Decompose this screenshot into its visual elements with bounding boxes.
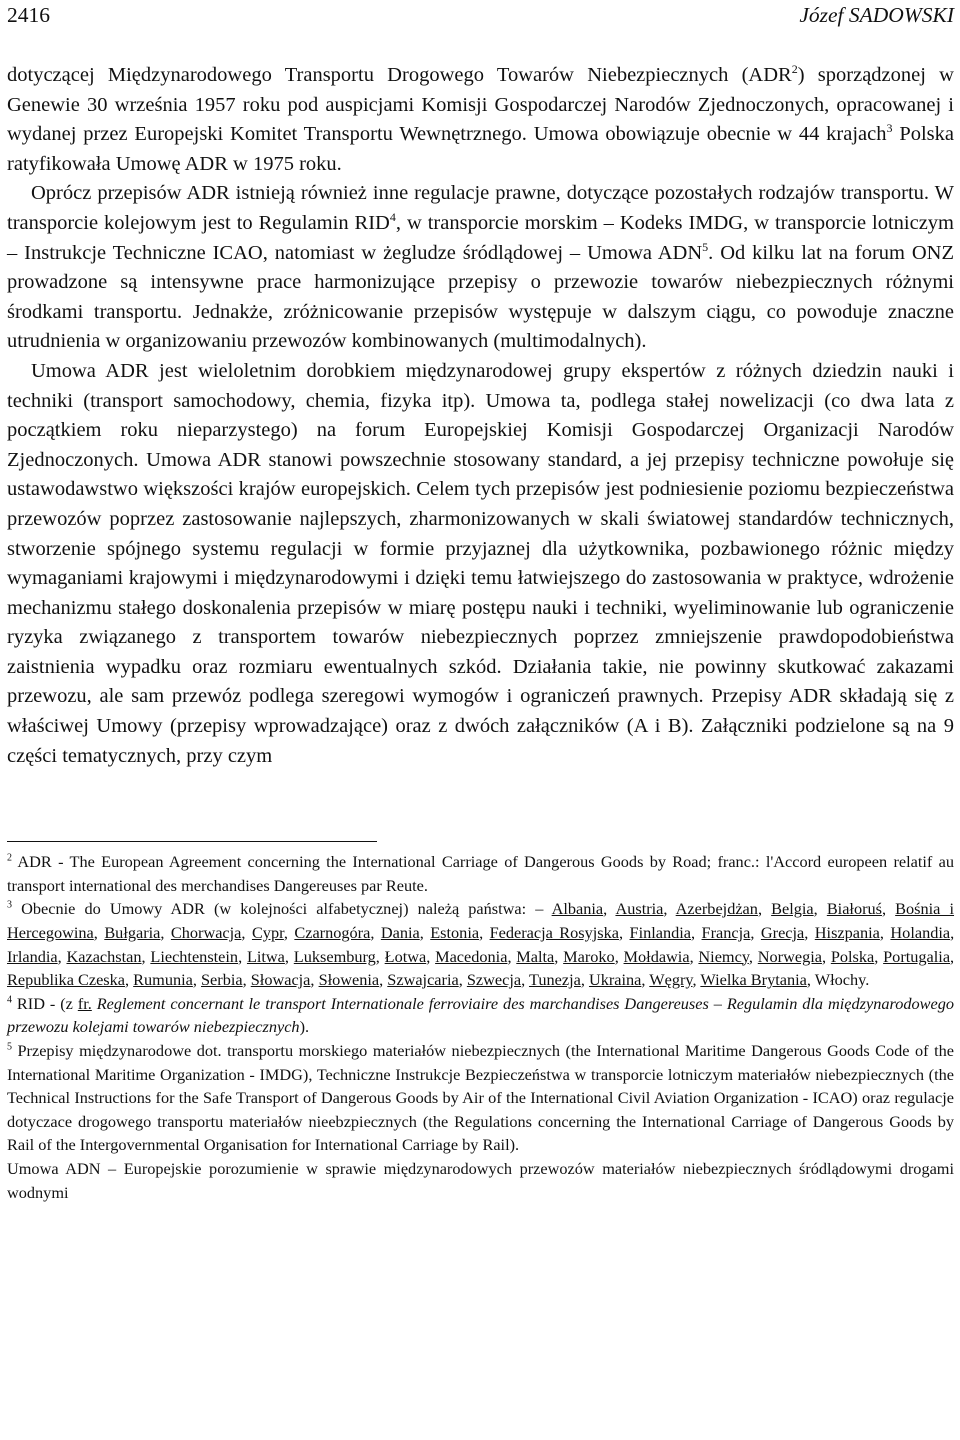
paragraph-1: dotyczącej Międzynarodowego Transportu Drogowego Towarów Niebezpiecznych (ADR$^2$) sporządzonej w Genewie 30 września 1957 roku pod auspicjami Komisji Gospodarczej Narodów Zjednoczonych, opracowanej i wydanej przez Europejski Komitet Transportu Wewnętrznego. Umowa obowiązuje obecnie w 44 krajach$^3$ Polska ratyfikowała Umowę ADR w 1975 roku. — [7, 62, 954, 175]
author-name: Józef SADOWSKI — [799, 3, 954, 27]
country-link[interactable]: Norwegia — [757, 946, 822, 966]
country-link[interactable]: Finlandia — [629, 923, 692, 943]
footnote-separator — [7, 841, 377, 842]
country-link[interactable]: Litwa — [246, 946, 285, 966]
country-link[interactable]: Polska — [830, 946, 875, 966]
country-link[interactable]: Wielka Brytania — [700, 970, 807, 990]
country-link[interactable]: Tunezja — [528, 970, 581, 990]
country-link[interactable]: Białoruś — [826, 899, 882, 919]
footnote-link-fr[interactable]: fr. — [77, 993, 92, 1013]
country-link[interactable]: Belgia — [771, 899, 814, 919]
document-page — [7, 0, 954, 1204]
footnote-ref-4[interactable]: 4 — [389, 210, 396, 225]
country-link[interactable]: Łotwa — [384, 946, 427, 966]
country-link[interactable]: Słowacja — [250, 970, 311, 990]
country-link[interactable]: Irlandia — [7, 946, 58, 966]
paragraph-3: Umowa ADR jest wieloletnim dorobkiem międzynarodowej grupy ekspertów z różnych dziedzin nauki i techniki (transport samochodowy, chemia, fizyka itp). Umowa ta, podlega stałej nowelizacji (co dwa lata z początkiem roku nieparzystego) na forum Europejskiej Komisji Gospodarczej Organizacji Narodów Zjednoczonych. Umowa ADR stanowi powszechnie stosowany standard, a jej przepisy techniczne powołuje się ustawodawstwo większości krajów europejskich. Celem tych przepisów jest podniesienie poziomu bezpieczeństwa przewozów poprzez zastosowanie najlepszych, zharmonizowanych w skali światowej standardów technicznych, stworzenie spójnego systemu regulacji w formie przyjaznej dla użytkownika, pozbawionego różnic między wymaganiami krajowymi i międzynarodowymi i dzięki temu łatwiejszego do zastosowania w praktyce, wdrożenie mechanizmu stałego doskonalenia przepisów w miarę postępu nauki i techniki, wyeliminowanie lub ograniczenie ryzyka związanego z transportem towarów niebezpiecznych poprzez zmniejszenie prawdopodobieństwa zaistnienia wypadku oraz rozmiaru ewentualnych szkód. Działania takie, nie powinny skutkować zakazami przewozu, ale sam przewóz podlega szeregowi wymogów i ograniczeń prawnych. Przepisy ADR składają się z właściwej Umowy (przepisy wprowadzające) oraz z dwóch załączników (A i B). Załączniki podzielone są na 9 części tematycznych, przy czym — [7, 359, 954, 767]
country-link[interactable]: Rumunia — [133, 970, 193, 990]
country-link[interactable]: Szwajcaria — [387, 970, 459, 990]
country-link[interactable]: Francja — [701, 923, 751, 943]
page-header — [7, 3, 954, 33]
country-link[interactable]: Estonia — [430, 923, 480, 943]
footnote-2: $^2$ ADR - The European Agreement concerning the International Carriage of Dangerous Goods by Road; franc.: l'Accord europeen relatif au transport international des merchandises Dangereuses par Reute. — [7, 852, 954, 895]
country-link[interactable]: Portugalia — [883, 946, 951, 966]
footnotes — [7, 850, 954, 1204]
country-link[interactable]: Mołdawia — [623, 946, 690, 966]
country-link[interactable]: Grecja — [760, 923, 805, 943]
body-text — [7, 61, 954, 771]
footnote-ref-5[interactable]: 5 — [702, 239, 709, 254]
country-link[interactable]: Luksemburg — [293, 946, 376, 966]
country-link[interactable]: Malta — [516, 946, 555, 966]
country-link[interactable]: Albania — [551, 899, 604, 919]
country-link[interactable]: Niemcy — [698, 946, 749, 966]
country-link[interactable]: Bułgaria — [104, 923, 161, 943]
footnote-4: $^4$ RID - (z fr. Reglement concernant le transport Internationale ferroviaire des marchandises Dangereuses – Regulamin dla międzynarodowego przewozu kolejami towarów niebezpiecznych). — [7, 993, 955, 1037]
country-link[interactable]: Austria — [615, 899, 664, 919]
country-link[interactable]: Liechtenstein — [150, 946, 239, 966]
country-link[interactable]: Serbia — [201, 970, 243, 990]
country-link[interactable]: Federacja Rosyjska — [489, 923, 620, 943]
country-link[interactable]: Azerbejdżan — [675, 899, 758, 919]
page-number: 2416 — [7, 3, 50, 27]
footnote-5: $^5$ Przepisy międzynarodowe dot. transportu morskiego materiałów niebezpiecznych (the International Maritime Dangerous Goods Code of the International Maritime Organization - IMDG), Techniczne Instrukcje Bezpieczeństwa w transporcie lotniczym materiałów niebezpiecznych (the Technical Instructions for the Safe Transport of Dangerous Goods by Air of the International Civil Aviation Organization - ICAO) oraz regulacje dotyczace drogowego transportu materiałów nieebzpiecznych (the Regulations concerning the International Carriage of Dangerous Goods by Rail of the Intergovernmental Organisation for International Carriage by Rail). — [7, 1041, 954, 1155]
country-link[interactable]: Holandia — [890, 923, 951, 943]
country-link[interactable]: Słowenia — [318, 970, 380, 990]
country-link[interactable]: Kazachstan — [66, 946, 142, 966]
country-link[interactable]: Szwecja — [466, 970, 522, 990]
footnote-5-adn: Umowa ADN – Europejskie porozumienie w sprawie międzynarodowych przewozów materiałów niebezpiecznych śródlądowymi drogami wodnymi — [7, 1158, 954, 1202]
country-link[interactable]: Hiszpania — [814, 923, 880, 943]
country-link[interactable]: Chorwacja — [170, 923, 242, 943]
country-link[interactable]: Dania — [380, 923, 420, 943]
country-link[interactable]: Bośnia i Hercegowina — [7, 899, 955, 943]
footnote-ref-3[interactable]: 3 — [886, 121, 893, 136]
country-link[interactable]: Macedonia — [435, 946, 508, 966]
country-link[interactable]: Cypr — [251, 923, 284, 943]
country-link[interactable]: Maroko — [563, 946, 615, 966]
paragraph-2: Oprócz przepisów ADR istnieją również inne regulacje prawne, dotyczące pozostałych rodzajów transportu. W transporcie kolejowym jest to Regulamin RID$^4$, w transporcie morskim – Kodeks IMDG, w transporcie lotniczym – Instrukcje Techniczne ICAO, natomiast w żegludze śródlądowej – Umowa ADN$^5$. Od kilku lat na forum ONZ prowadzone są intensywne prace harmonizujące przepisy o przewozie towarów niebezpiecznych różnymi środkami transportu. Jednakże, zróżnicowanie przepisów występuje w dalszym ciągu, co powoduje znaczne utrudnienia w organizowaniu przewozów kombinowanych (multimodalnych). — [7, 182, 954, 353]
country-link[interactable]: Ukraina — [588, 970, 642, 990]
footnote-ref-2[interactable]: 2 — [791, 62, 798, 77]
footnote-3: $^3$ Obecnie do Umowy ADR (w kolejności alfabetycznej) należą państwa: – Albania, Austria, Azerbejdżan, Belgia, Białoruś, Bośnia i Hercegowina, Bułgaria, Chorwacja, Cypr, Czarnogóra, Dania, Estonia, Federacja Rosyjska, Finlandia, Francja, Grecja, Hiszpania, Holandia, Irlandia, Kazachstan, Liechtenstein, Litwa, Luksemburg, Łotwa, Macedonia, Malta, Maroko, Mołdawia, Niemcy, Norwegia, Polska, Portugalia, Republika Czeska, Rumunia, Serbia, Słowacja, Słowenia, Szwajcaria, Szwecja, Tunezja, Ukraina, Węgry, Wielka Brytania, Włochy. — [7, 899, 955, 990]
country-link[interactable]: Węgry — [649, 970, 693, 990]
country-link[interactable]: Czarnogóra — [294, 923, 371, 943]
country-list: Albania, Austria, Azerbejdżan, Belgia, Białoruś, Bośnia i Hercegowina, Bułgaria, Chorwacja, Cypr, Czarnogóra, Dania, Estonia, Federacja Rosyjska, Finlandia, Francja, Grecja, Hiszpania, Holandia, Irlandia, Kazachstan, Liechtenstein, Litwa, Luksemburg, Łotwa, Macedonia, Malta, Maroko, Mołdawia, Niemcy, Norwegia, Polska, Portugalia, Republika Czeska, Rumunia, Serbia, Słowacja, Słowenia, Szwajcaria, Szwecja, Tunezja, Ukraina, Węgry, Wielka Brytania, — [7, 899, 955, 990]
country-link[interactable]: Republika Czeska — [7, 970, 126, 990]
